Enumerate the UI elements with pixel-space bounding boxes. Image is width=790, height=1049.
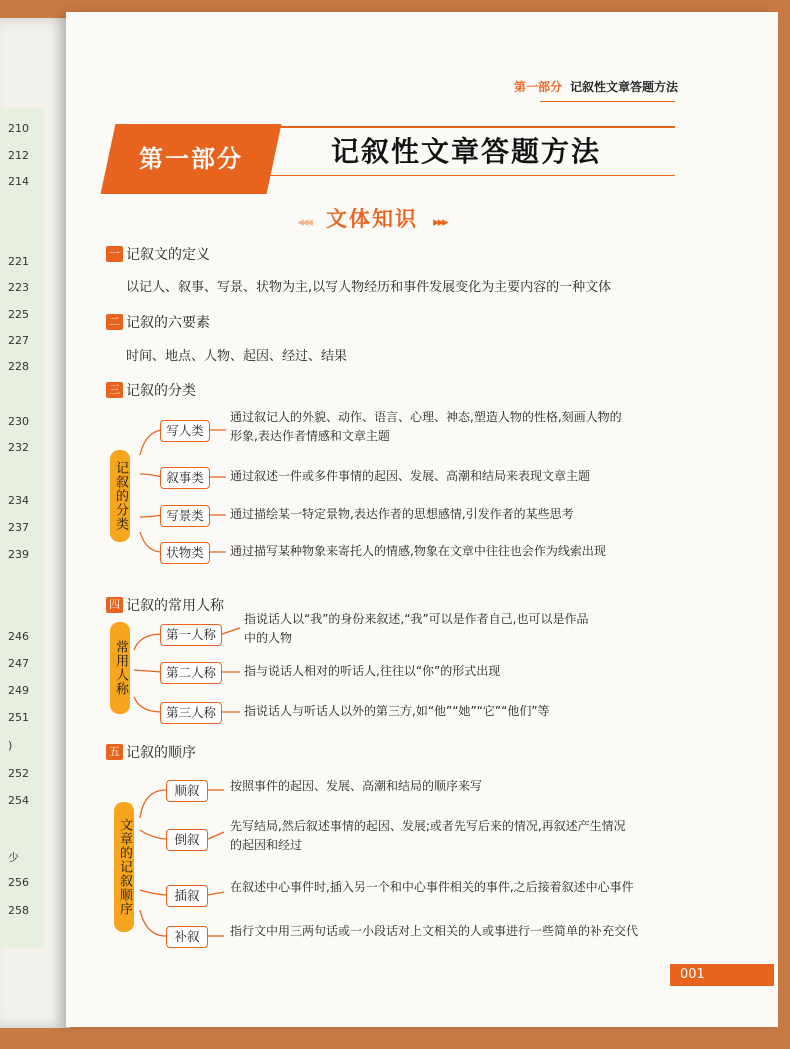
section-heading-text: 记叙的六要素 — [126, 315, 210, 331]
section-badge: 三 — [106, 382, 123, 398]
toc-number: 234 — [8, 494, 29, 507]
desc-line: 先写结局,然后叙述事情的起因、发展;或者先写后来的情况,再叙述产生情况 — [230, 819, 626, 833]
person-node: 第三人称 — [160, 702, 222, 724]
classification-root: 记叙的分类 — [110, 450, 130, 542]
toc-number: 227 — [8, 334, 29, 347]
toc-number: 225 — [8, 308, 29, 321]
person-desc: 指与说话人相对的听话人,往往以“你”的形式出现 — [244, 664, 501, 678]
section-badge: 二 — [106, 314, 123, 330]
left-page — [0, 18, 70, 1028]
toc-number: 223 — [8, 281, 29, 294]
order-node: 倒叙 — [166, 829, 208, 851]
toc-number: 247 — [8, 657, 29, 670]
classification-node: 写人类 — [160, 420, 210, 442]
section-heading-1 — [106, 244, 210, 264]
title-rule-bottom — [266, 175, 675, 176]
toc-number: 212 — [8, 149, 29, 162]
classification-node: 状物类 — [160, 542, 210, 564]
person-node: 第一人称 — [160, 624, 222, 646]
toc-number: 228 — [8, 360, 29, 373]
desc-line: 的起因和经过 — [230, 838, 303, 852]
order-root: 文章的记叙顺序 — [114, 802, 134, 932]
section-heading-2 — [106, 312, 210, 332]
order-node: 插叙 — [166, 885, 208, 907]
toc-number: 258 — [8, 904, 29, 917]
toc-number: 230 — [8, 415, 29, 428]
toc-number: 254 — [8, 794, 29, 807]
classification-node: 叙事类 — [160, 467, 210, 489]
person-node: 第二人称 — [160, 662, 222, 684]
desc-line: 通过叙记人的外貌、动作、语言、心理、神态,塑造人物的性格,刻画人物的 — [230, 410, 622, 424]
toc-number: ) — [8, 739, 13, 752]
section-heading-5 — [106, 742, 196, 762]
section-body-text: 以记人、叙事、写景、状物为主,以写人物经历和事件发展变化为主要内容的一种文体 — [126, 280, 612, 295]
page-title: 记叙性文章答题方法 — [331, 135, 602, 168]
part-tab-label: 第一部分 — [139, 145, 243, 173]
toc-number: 210 — [8, 122, 29, 135]
toc-number: 249 — [8, 684, 29, 697]
part-tab — [101, 124, 282, 194]
person-root: 常用人称 — [110, 622, 130, 714]
toc-number: 246 — [8, 630, 29, 643]
toc-number: 256 — [8, 876, 29, 889]
left-arrows-icon: ◂◂◂ — [297, 215, 311, 230]
toc-number: 221 — [8, 255, 29, 268]
section-badge: 五 — [106, 744, 123, 760]
order-desc: 在叙述中心事件时,插入另一个和中心事件相关的事件,之后接着叙述中心事件 — [230, 880, 634, 894]
section-heading-3 — [106, 380, 196, 400]
section-badge: 一 — [106, 246, 123, 262]
running-head-rule — [540, 101, 675, 102]
right-arrows-icon: ▸▸▸ — [433, 215, 447, 230]
desc-line: 指说话人以“我”的身份来叙述,“我”可以是作者自己,也可以是作品 — [244, 612, 589, 626]
order-desc: 指行文中用三两句话或一小段话对上文相关的人或事进行一些简单的补充交代 — [230, 924, 639, 938]
order-node: 补叙 — [166, 926, 208, 948]
toc-number: 237 — [8, 521, 29, 534]
toc-number: 252 — [8, 767, 29, 780]
running-head-part: 第一部分 — [513, 80, 562, 94]
person-desc: 指说话人与听话人以外的第三方,如“他”“她”“它”“他们”等 — [244, 704, 550, 718]
running-head — [514, 78, 678, 95]
section-heading-4 — [106, 595, 224, 615]
person-desc — [244, 610, 589, 648]
toc-number: 214 — [8, 175, 29, 188]
section-title — [66, 203, 678, 233]
toc-number: 239 — [8, 548, 29, 561]
page-number: 001 — [670, 964, 774, 986]
classification-desc: 通过描写某种物象来寄托人的情感,物象在文章中往往也会作为线索出现 — [230, 544, 606, 558]
order-node: 顺叙 — [166, 780, 208, 802]
section-title-text: 文体知识 — [326, 207, 418, 231]
desc-line: 形象,表达作者情感和文章主题 — [230, 429, 390, 443]
classification-desc — [230, 408, 622, 446]
section-heading-text: 记叙的顺序 — [126, 745, 196, 761]
order-desc: 按照事件的起因、发展、高潮和结局的顺序来写 — [230, 779, 483, 793]
classification-desc: 通过描绘某一特定景物,表达作者的思想感情,引发作者的某些思考 — [230, 507, 574, 521]
section-heading-text: 记叙的分类 — [126, 383, 196, 399]
desc-line: 中的人物 — [244, 631, 293, 645]
book-page — [66, 12, 778, 1027]
section-heading-text: 记叙文的定义 — [126, 247, 210, 263]
order-desc — [230, 817, 626, 855]
title-rule-top — [274, 126, 675, 128]
toc-number: 232 — [8, 441, 29, 454]
running-head-title: 记叙性文章答题方法 — [569, 80, 678, 94]
classification-node: 写景类 — [160, 505, 210, 527]
classification-desc: 通过叙述一件或多件事情的起因、发展、高潮和结局来表现文章主题 — [230, 469, 591, 483]
section-heading-text: 记叙的常用人称 — [126, 598, 224, 614]
section-body-text: 时间、地点、人物、起因、经过、结果 — [126, 349, 348, 364]
toc-number: 少 — [8, 851, 19, 864]
section-badge: 四 — [106, 597, 123, 613]
toc-number: 251 — [8, 711, 29, 724]
